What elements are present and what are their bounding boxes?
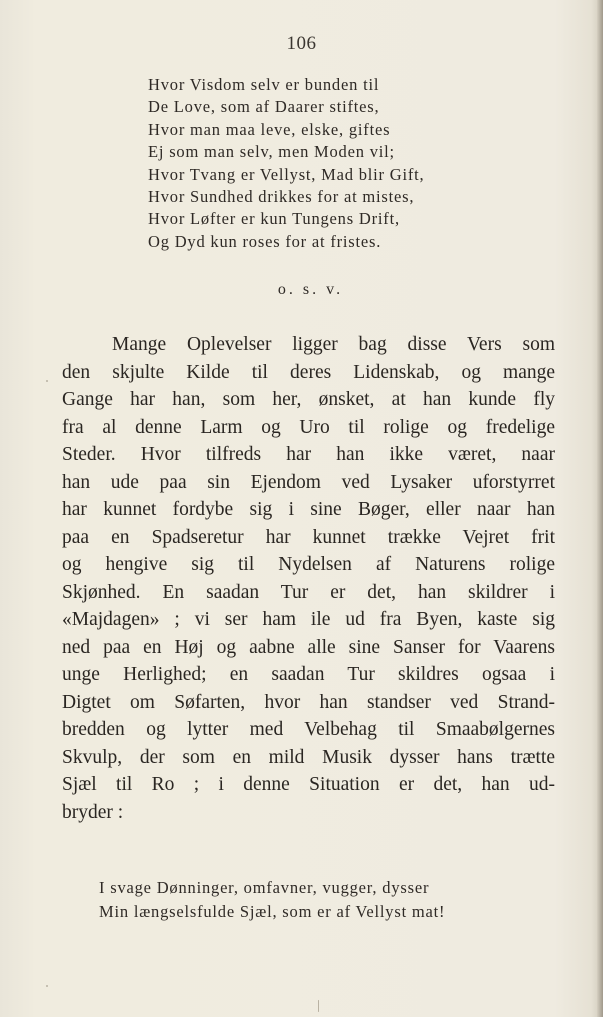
prose-line: fra al denne Larm og Uro til rolige og fredelige: [62, 416, 555, 438]
quote-line: Min længselsfulde Sjæl, som er af Vellyst mat!: [99, 902, 446, 921]
verse-line: De Love, som af Daarer stiftes,: [148, 97, 380, 117]
prose-line: han ude paa sin Ejendom ved Lysaker uforstyrret: [62, 471, 555, 493]
verse-line: Hvor man maa leve, elske, giftes: [148, 119, 391, 139]
verse-line: Og Dyd kun roses for at fristes.: [148, 231, 382, 251]
prose-line: Skjønhed. En saadan Tur er det, han skildrer i: [62, 581, 555, 603]
verse-line: Hvor Visdom selv er bunden til: [148, 75, 380, 94]
prose-line: Digtet om Søfarten, hvor han standser ved Strand-: [62, 691, 555, 713]
prose-line: Skvulp, der som en mild Musik dysser hans trætte: [62, 746, 555, 768]
prose-line: «Majdagen» ; vi ser ham ile ud fra Byen, kaste sig: [62, 609, 555, 630]
paper-speck: [46, 380, 48, 382]
prose-line: Mange Oplevelser ligger bag disse Vers som: [112, 334, 555, 355]
verse-line: Hvor Sundhed drikkes for at mistes,: [148, 187, 415, 207]
prose-line: Gange har han, som her, ønsket, at han kunde fly: [62, 389, 555, 410]
prose-paragraph: [62, 331, 555, 826]
prose-line: ned paa en Høj og aabne alle sine Sanser for Vaarens: [62, 636, 555, 658]
paper-mark: [318, 1000, 319, 1012]
verse-ellipsis: o. s. v.: [277, 281, 344, 298]
prose-line: paa en Spadseretur har kunnet trække Vejret frit: [62, 526, 555, 548]
quote-line: I svage Dønninger, omfavner, vugger, dysser: [99, 878, 430, 897]
prose-line: bryder :: [62, 801, 124, 823]
paper-speck: [46, 985, 48, 987]
verse-line: Ej som man selv, men Moden vil;: [148, 142, 395, 162]
prose-line: Steder. Hvor tilfreds har han ikke været, naar: [62, 444, 555, 465]
quoted-verse: [99, 876, 445, 924]
page-number: 106: [286, 33, 317, 54]
prose-line: Sjæl til Ro ; i denne Situation er det, han ud-: [62, 774, 555, 795]
prose-line: og hengive sig til Nydelsen af Naturens rolige: [62, 554, 555, 575]
verse-stanza: [148, 74, 424, 253]
verse-line: Hvor Løfter er kun Tungens Drift,: [148, 209, 400, 229]
page-edge-shadow: [597, 0, 603, 1017]
prose-line: har kunnet fordybe sig i sine Bøger, eller naar han: [62, 499, 555, 520]
prose-line: den skjulte Kilde til deres Lidenskab, og mange: [62, 361, 555, 383]
prose-line: bredden og lytter med Velbehag til Smaabølgernes: [62, 719, 555, 740]
prose-line: unge Herlighed; en saadan Tur skildres ogsaa i: [62, 664, 555, 685]
verse-line: Hvor Tvang er Vellyst, Mad blir Gift,: [148, 164, 425, 184]
